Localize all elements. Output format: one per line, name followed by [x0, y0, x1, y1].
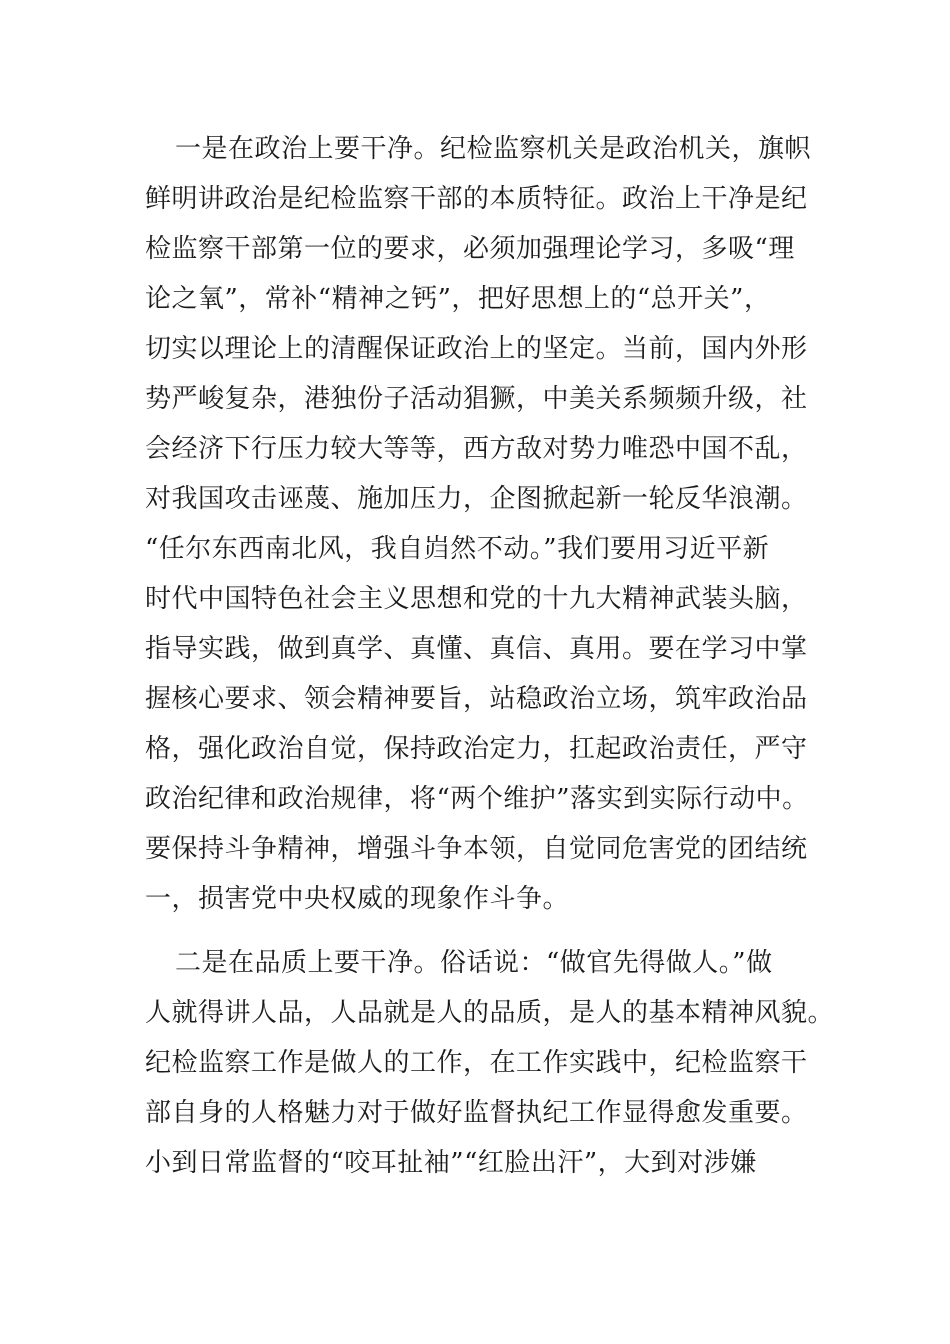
text-line: 部自身的人格魅力对于做好监督执纪工作显得愈发重要。: [145, 1098, 808, 1128]
text-line: 握核心要求、领会精神要旨，站稳政治立场，筑牢政治品: [145, 684, 808, 714]
text-line: 一，损害党中央权威的现象作斗争。: [145, 884, 570, 914]
text-line: 切实以理论上的清醒保证政治上的坚定。当前，国内外形: [145, 334, 808, 364]
text-line: 论之氧”，常补“精神之钙”，把好思想上的“总开关”，: [145, 284, 771, 314]
text-line: 会经济下行压力较大等等，西方敌对势力唯恐中国不乱，: [145, 434, 808, 464]
text-line: 时代中国特色社会主义思想和党的十九大精神武装头脑，: [145, 584, 808, 614]
text-line: 要保持斗争精神，增强斗争本领，自觉同危害党的团结统: [145, 834, 808, 864]
paragraph-quality-cleanliness: [145, 938, 835, 1188]
text-line: 小到日常监督的“咬耳扯袖”“红脸出汗”，大到对涉嫌: [145, 1148, 757, 1178]
paragraph-political-cleanliness: [145, 124, 812, 924]
text-line: 势严峻复杂，港独份子活动猖獗，中美关系频频升级，社: [145, 384, 808, 414]
text-line: 人就得讲人品，人品就是人的品质，是人的基本精神风貌。: [145, 998, 835, 1028]
text-line: 二是在品质上要干净。俗话说：“做官先得做人。”做: [175, 948, 773, 978]
text-line: 鲜明讲政治是纪检监察干部的本质特征。政治上干净是纪: [145, 184, 808, 214]
text-line: 政治纪律和政治规律，将“两个维护”落实到实际行动中。: [145, 784, 809, 814]
text-line: 对我国攻击诬蔑、施加压力，企图掀起新一轮反华浪潮。: [145, 484, 808, 514]
document-body: [145, 124, 835, 1188]
text-line: “任尔东西南北风，我自岿然不动。”我们要用习近平新: [145, 534, 770, 564]
text-line: 纪检监察工作是做人的工作，在工作实践中，纪检监察干: [145, 1048, 808, 1078]
text-line: 格，强化政治自觉，保持政治定力，扛起政治责任，严守: [145, 734, 808, 764]
text-line: 一是在政治上要干净。纪检监察机关是政治机关，旗帜: [175, 134, 812, 164]
text-line: 指导实践，做到真学、真懂、真信、真用。要在学习中掌: [145, 634, 808, 664]
text-line: 检监察干部第一位的要求，必须加强理论学习，多吸“理: [145, 234, 795, 264]
